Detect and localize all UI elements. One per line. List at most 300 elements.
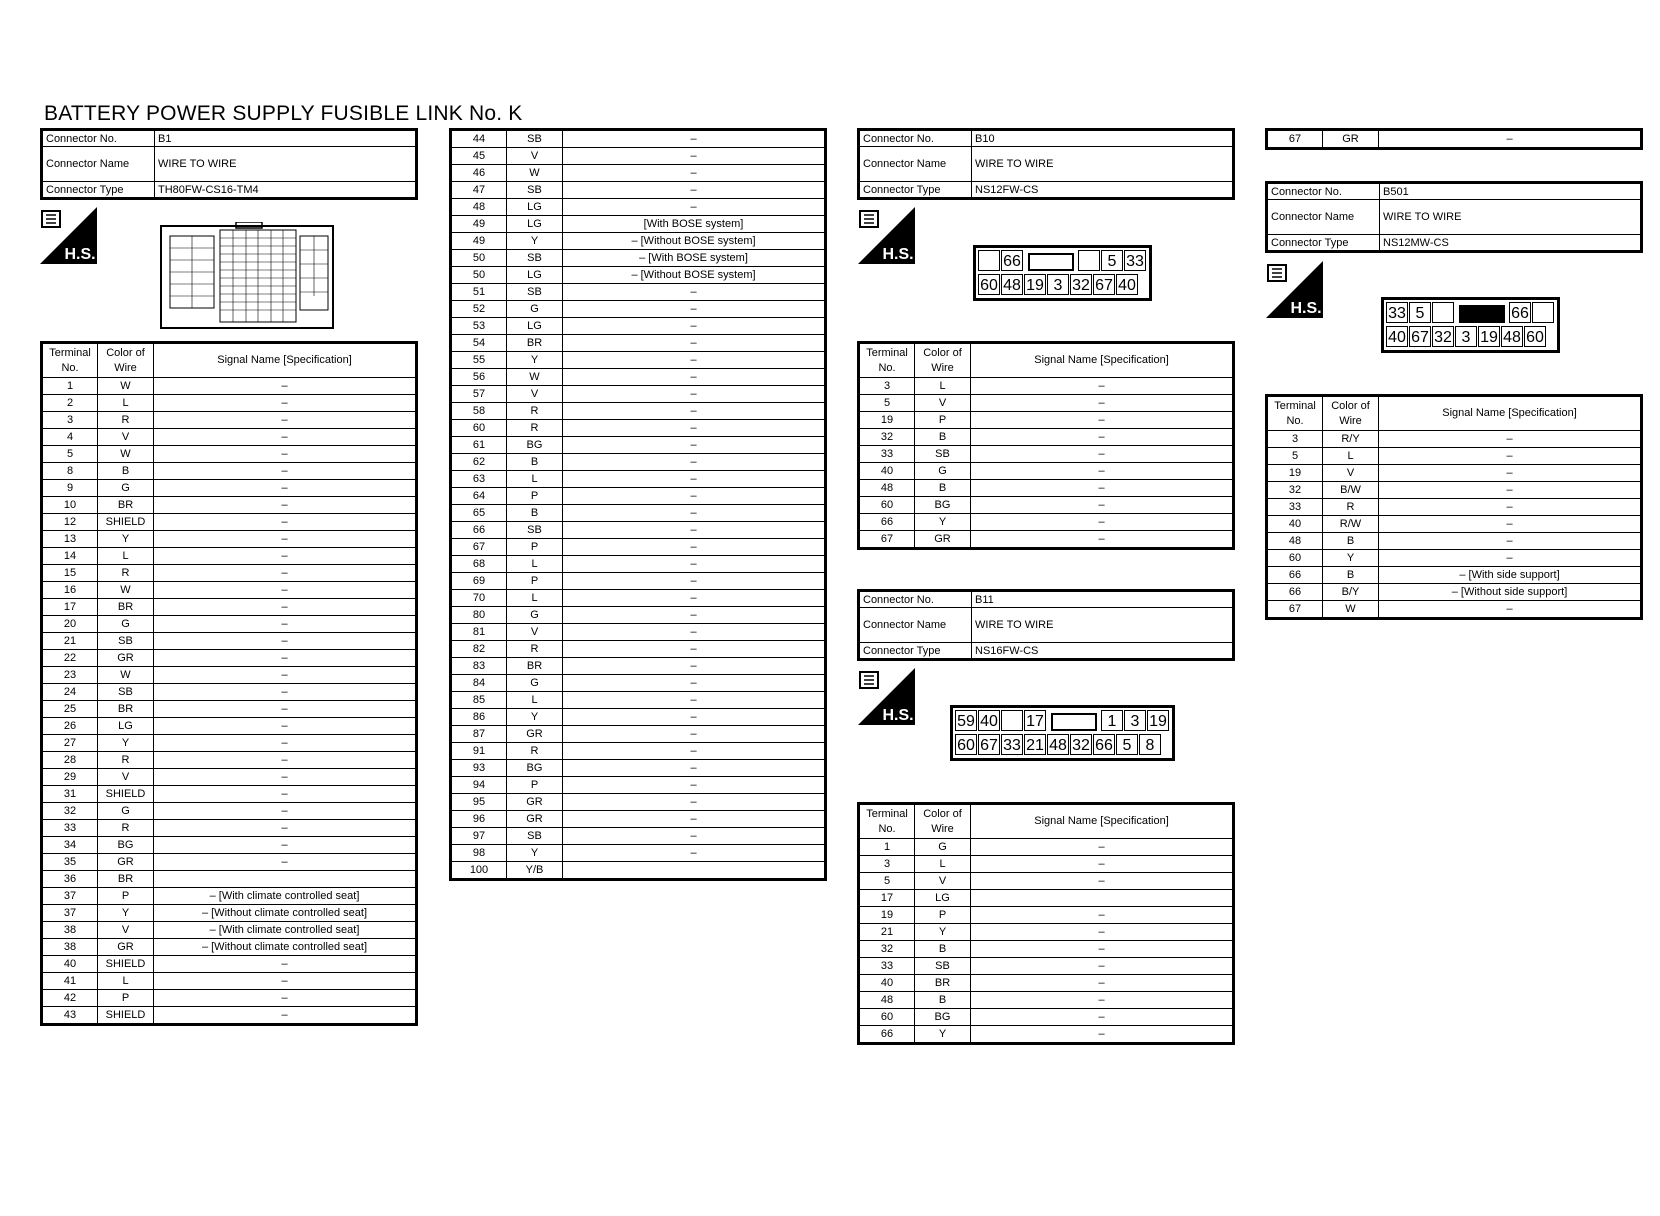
- terminal-cell: 85: [451, 692, 507, 709]
- terminal-cell: 3: [42, 412, 98, 429]
- table-row: [451, 301, 826, 318]
- signal-name-cell: –: [563, 182, 826, 199]
- wire-color-cell: LG: [507, 199, 563, 216]
- connector-pin: 66: [1093, 734, 1115, 755]
- signal-name-header: Signal Name [Specification]: [971, 804, 1234, 839]
- connector-pin: 5: [1409, 302, 1431, 323]
- table-row: [1267, 550, 1642, 567]
- terminal-cell: 1: [859, 839, 915, 856]
- signal-name-cell: –: [971, 429, 1234, 446]
- table-row: [1267, 533, 1642, 550]
- table-row: [1267, 516, 1642, 533]
- wire-color-cell: R: [507, 641, 563, 658]
- signal-name-cell: –: [154, 480, 417, 497]
- wire-color-cell: Y: [507, 352, 563, 369]
- table-row: [42, 412, 417, 429]
- terminal-cell: 87: [451, 726, 507, 743]
- connector-pin: 40: [1116, 274, 1138, 295]
- table-row: [451, 471, 826, 488]
- wire-color-cell: R: [507, 403, 563, 420]
- terminal-cell: 68: [451, 556, 507, 573]
- signal-name-cell: –: [154, 616, 417, 633]
- terminal-no-header: Terminal No.: [1267, 396, 1323, 431]
- table-row: [451, 386, 826, 403]
- signal-name-cell: –: [563, 471, 826, 488]
- wire-color-cell: P: [507, 488, 563, 505]
- connector-pin-row: [1386, 302, 1555, 326]
- signal-name-cell: – [Without climate controlled seat]: [154, 939, 417, 956]
- wire-color-cell: P: [98, 888, 154, 905]
- signal-name-cell: [563, 862, 826, 880]
- wire-color-cell: BR: [98, 701, 154, 718]
- wire-color-cell: SHIELD: [98, 786, 154, 803]
- signal-name-cell: –: [971, 446, 1234, 463]
- wire-color-cell: BG: [98, 837, 154, 854]
- signal-name-cell: –: [563, 369, 826, 386]
- signal-name-cell: – [With side support]: [1379, 567, 1642, 584]
- terminal-cell: 32: [859, 941, 915, 958]
- wire-color-cell: LG: [507, 267, 563, 284]
- connector-type-label: Connector Type: [859, 182, 972, 199]
- signal-name-cell: –: [154, 412, 417, 429]
- terminal-cell: 96: [451, 811, 507, 828]
- connector-pin-row: [955, 734, 1170, 756]
- connector-type-label: Connector Type: [1267, 235, 1380, 252]
- terminal-cell: 81: [451, 624, 507, 641]
- signal-name-cell: –: [563, 403, 826, 420]
- table-row: [859, 890, 1234, 907]
- color-of-wire-header: Color of Wire: [1323, 396, 1379, 431]
- terminal-cell: 24: [42, 684, 98, 701]
- terminal-cell: 27: [42, 735, 98, 752]
- signal-name-cell: –: [563, 709, 826, 726]
- terminal-cell: 15: [42, 565, 98, 582]
- table-row: [451, 454, 826, 471]
- signal-name-cell: –: [1379, 533, 1642, 550]
- table-row: [859, 992, 1234, 1009]
- wire-color-cell: LG: [507, 318, 563, 335]
- terminal-cell: 12: [42, 514, 98, 531]
- signal-name-cell: –: [563, 743, 826, 760]
- table-row: [451, 522, 826, 539]
- signal-name-cell: –: [563, 726, 826, 743]
- table-row: [42, 565, 417, 582]
- terminal-cell: 60: [859, 1009, 915, 1026]
- signal-name-cell: –: [971, 1026, 1234, 1044]
- signal-name-cell: –: [154, 769, 417, 786]
- signal-name-cell: –: [563, 522, 826, 539]
- signal-name-cell: –: [563, 794, 826, 811]
- connector-pin: 48: [1047, 734, 1069, 755]
- connector-no-label: Connector No.: [1267, 183, 1380, 200]
- connector-pin: 67: [978, 734, 1000, 755]
- wire-color-cell: V: [98, 429, 154, 446]
- terminal-cell: 66: [859, 514, 915, 531]
- signal-name-cell: – [Without BOSE system]: [563, 233, 826, 250]
- signal-name-cell: –: [563, 590, 826, 607]
- table-row: [42, 497, 417, 514]
- wire-color-cell: P: [915, 412, 971, 429]
- wire-color-cell: SB: [915, 446, 971, 463]
- terminal-cell: 19: [859, 412, 915, 429]
- wire-color-cell: L: [915, 378, 971, 395]
- connector-pin: 3: [1455, 326, 1477, 347]
- table-row: [451, 267, 826, 284]
- terminal-cell: 48: [1267, 533, 1323, 550]
- terminal-cell: 13: [42, 531, 98, 548]
- terminal-cell: 10: [42, 497, 98, 514]
- wire-color-cell: SHIELD: [98, 956, 154, 973]
- signal-name-cell: –: [563, 641, 826, 658]
- terminal-cell: 17: [859, 890, 915, 907]
- terminal-cell: 80: [451, 607, 507, 624]
- wire-color-cell: LG: [915, 890, 971, 907]
- table-row: [42, 871, 417, 888]
- wire-color-cell: B: [507, 454, 563, 471]
- terminal-cell: 50: [451, 250, 507, 267]
- wire-color-cell: GR: [507, 811, 563, 828]
- signal-name-header: Signal Name [Specification]: [154, 343, 417, 378]
- signal-name-cell: –: [563, 624, 826, 641]
- svg-text:H.S.: H.S.: [882, 246, 914, 263]
- table-row: [451, 182, 826, 199]
- connector-pin: 5: [1116, 734, 1138, 755]
- table-row: [42, 1007, 417, 1025]
- signal-name-cell: –: [563, 760, 826, 777]
- connector-no-label: Connector No.: [859, 591, 972, 608]
- signal-name-cell: –: [154, 990, 417, 1007]
- signal-name-cell: –: [154, 701, 417, 718]
- table-row: [42, 990, 417, 1007]
- terminal-cell: 22: [42, 650, 98, 667]
- signal-name-cell: –: [154, 463, 417, 480]
- wire-color-cell: SB: [507, 284, 563, 301]
- terminal-cell: 1: [42, 378, 98, 395]
- wire-color-cell: R/W: [1323, 516, 1379, 533]
- connector-pin: 19: [1147, 710, 1169, 731]
- wire-color-cell: Y: [507, 709, 563, 726]
- wire-color-cell: GR: [98, 650, 154, 667]
- table-row: [859, 480, 1234, 497]
- terminal-no-header: Terminal No.: [42, 343, 98, 378]
- connector-pin: 40: [1386, 326, 1408, 347]
- signal-name-cell: [971, 890, 1234, 907]
- wire-color-cell: W: [1323, 601, 1379, 619]
- wire-color-cell: R: [98, 820, 154, 837]
- terminal-cell: 35: [42, 854, 98, 871]
- wire-color-cell: LG: [507, 216, 563, 233]
- signal-name-cell: – [With climate controlled seat]: [154, 888, 417, 905]
- wire-color-cell: Y: [507, 845, 563, 862]
- connector-pin-row: [978, 274, 1147, 296]
- table-row: [1267, 601, 1642, 619]
- signal-name-cell: –: [154, 786, 417, 803]
- terminal-cell: 5: [859, 873, 915, 890]
- wire-color-cell: G: [98, 803, 154, 820]
- wire-color-cell: SHIELD: [98, 514, 154, 531]
- wire-color-cell: G: [507, 301, 563, 318]
- connector-pin: 32: [1432, 326, 1454, 347]
- terminal-no-header: Terminal No.: [859, 804, 915, 839]
- signal-name-cell: – [With BOSE system]: [563, 250, 826, 267]
- table-row: [42, 684, 417, 701]
- terminal-cell: 48: [859, 992, 915, 1009]
- table-row: [859, 958, 1234, 975]
- table-row: [451, 692, 826, 709]
- terminal-cell: 58: [451, 403, 507, 420]
- wire-color-cell: L: [507, 471, 563, 488]
- terminal-cell: 33: [42, 820, 98, 837]
- wire-color-cell: G: [915, 839, 971, 856]
- wire-color-cell: G: [98, 616, 154, 633]
- terminal-cell: 60: [859, 497, 915, 514]
- table-row: [859, 395, 1234, 412]
- wire-color-cell: W: [98, 582, 154, 599]
- terminal-cell: 47: [451, 182, 507, 199]
- wire-color-cell: BG: [507, 760, 563, 777]
- wire-color-cell: GR: [507, 794, 563, 811]
- signal-name-cell: –: [154, 667, 417, 684]
- connector-type-value: NS12FW-CS: [972, 182, 1234, 199]
- harness-side-icon: [858, 668, 915, 725]
- svg-text:H.S.: H.S.: [1290, 300, 1322, 317]
- signal-name-cell: – [With climate controlled seat]: [154, 922, 417, 939]
- terminal-cell: 23: [42, 667, 98, 684]
- terminal-cell: 3: [859, 856, 915, 873]
- wire-color-cell: V: [507, 386, 563, 403]
- connector-pin: 19: [1478, 326, 1500, 347]
- signal-name-cell: –: [563, 301, 826, 318]
- terminal-cell: 40: [859, 975, 915, 992]
- harness-side-icon: [1266, 261, 1323, 318]
- table-row: [42, 718, 417, 735]
- table-row: [451, 845, 826, 862]
- table-row: [1267, 584, 1642, 601]
- table-row: [42, 888, 417, 905]
- table-row: [451, 233, 826, 250]
- table-row: [859, 873, 1234, 890]
- terminal-cell: 44: [451, 130, 507, 148]
- table-row: [42, 837, 417, 854]
- table-row: [42, 463, 417, 480]
- connector-name-value: WIRE TO WIRE: [1380, 200, 1642, 235]
- connector-no-value: B1: [155, 130, 417, 147]
- table-row: [859, 975, 1234, 992]
- table-row: [451, 284, 826, 301]
- signal-name-cell: –: [971, 992, 1234, 1009]
- wire-color-cell: R: [98, 752, 154, 769]
- terminal-cell: 67: [1267, 601, 1323, 619]
- table-row: [451, 488, 826, 505]
- wire-color-cell: V: [507, 624, 563, 641]
- b11-connector-face: [950, 705, 1175, 761]
- wire-color-cell: SB: [507, 828, 563, 845]
- terminal-cell: 57: [451, 386, 507, 403]
- table-row: [859, 839, 1234, 856]
- table-row: [859, 1009, 1234, 1026]
- table-row: [451, 624, 826, 641]
- table-row: [859, 412, 1234, 429]
- wire-color-cell: BR: [507, 335, 563, 352]
- b10-terminal-table: [857, 341, 1235, 550]
- signal-name-cell: –: [563, 199, 826, 216]
- signal-name-cell: –: [1379, 499, 1642, 516]
- table-row: [859, 856, 1234, 873]
- connector-pin: 66: [1509, 302, 1531, 323]
- terminal-cell: 63: [451, 471, 507, 488]
- wire-color-cell: SB: [98, 633, 154, 650]
- connector-key-tab: [1028, 253, 1074, 271]
- wire-color-cell: V: [915, 395, 971, 412]
- table-row: [451, 420, 826, 437]
- b501-connector-face: [1381, 297, 1560, 353]
- table-row: [1267, 465, 1642, 482]
- signal-name-cell: –: [1379, 550, 1642, 567]
- terminal-cell: 100: [451, 862, 507, 880]
- table-row: [859, 446, 1234, 463]
- wire-color-cell: V: [915, 873, 971, 890]
- wire-color-cell: BR: [507, 658, 563, 675]
- table-row: [42, 769, 417, 786]
- table-row: [1267, 431, 1642, 448]
- signal-name-cell: –: [154, 599, 417, 616]
- connector-no-label: Connector No.: [859, 130, 972, 147]
- signal-name-cell: –: [971, 873, 1234, 890]
- table-row: [451, 130, 826, 148]
- terminal-cell: 49: [451, 233, 507, 250]
- table-row: [859, 531, 1234, 549]
- terminal-cell: 28: [42, 752, 98, 769]
- wire-color-cell: BG: [915, 497, 971, 514]
- table-row: [451, 828, 826, 845]
- table-row: [42, 905, 417, 922]
- wire-color-cell: L: [98, 973, 154, 990]
- connector-type-value: NS16FW-CS: [972, 643, 1234, 660]
- wire-color-cell: V: [507, 148, 563, 165]
- terminal-cell: 97: [451, 828, 507, 845]
- wire-color-cell: R: [1323, 499, 1379, 516]
- wire-color-cell: SB: [507, 130, 563, 148]
- connector-pin: [1001, 710, 1023, 731]
- signal-name-cell: –: [563, 675, 826, 692]
- terminal-cell: 42: [42, 990, 98, 1007]
- wire-color-cell: Y: [98, 531, 154, 548]
- wire-color-cell: L: [507, 590, 563, 607]
- wire-color-cell: R: [98, 412, 154, 429]
- terminal-cell: 67: [1267, 130, 1323, 149]
- signal-name-header: Signal Name [Specification]: [1379, 396, 1642, 431]
- connector-pin: 33: [1386, 302, 1408, 323]
- table-row: [42, 582, 417, 599]
- terminal-cell: 60: [1267, 550, 1323, 567]
- connector-type-value: TH80FW-CS16-TM4: [155, 182, 417, 199]
- table-row: [42, 514, 417, 531]
- table-row: [42, 378, 417, 395]
- terminal-cell: 8: [42, 463, 98, 480]
- table-row: [859, 1026, 1234, 1044]
- terminal-cell: 65: [451, 505, 507, 522]
- terminal-cell: 55: [451, 352, 507, 369]
- terminal-cell: 43: [42, 1007, 98, 1025]
- terminal-cell: 48: [451, 199, 507, 216]
- color-of-wire-header: Color of Wire: [98, 343, 154, 378]
- signal-name-cell: –: [154, 973, 417, 990]
- wire-color-cell: GR: [915, 531, 971, 549]
- connector-pin: 59: [955, 710, 977, 731]
- terminal-cell: 37: [42, 905, 98, 922]
- terminal-cell: 5: [1267, 448, 1323, 465]
- terminal-cell: 33: [859, 446, 915, 463]
- table-row: [42, 429, 417, 446]
- terminal-cell: 21: [859, 924, 915, 941]
- terminal-cell: 40: [859, 463, 915, 480]
- connector-pin-row: [1386, 326, 1555, 348]
- signal-name-cell: –: [154, 1007, 417, 1025]
- signal-name-cell: –: [154, 837, 417, 854]
- signal-name-cell: –: [971, 924, 1234, 941]
- signal-name-cell: –: [563, 454, 826, 471]
- connector-pin: 48: [1501, 326, 1523, 347]
- connector-pin: 60: [1524, 326, 1546, 347]
- table-row: [42, 667, 417, 684]
- terminal-cell: 2: [42, 395, 98, 412]
- wire-color-cell: G: [507, 675, 563, 692]
- connector-key-tab: [1459, 305, 1505, 323]
- terminal-cell: 62: [451, 454, 507, 471]
- terminal-cell: 37: [42, 888, 98, 905]
- table-row: [42, 616, 417, 633]
- signal-name-cell: –: [154, 565, 417, 582]
- terminal-cell: 26: [42, 718, 98, 735]
- wire-color-cell: GR: [98, 939, 154, 956]
- wire-color-cell: L: [507, 692, 563, 709]
- signal-name-cell: –: [563, 386, 826, 403]
- terminal-cell: 52: [451, 301, 507, 318]
- terminal-cell: 86: [451, 709, 507, 726]
- terminal-cell: 49: [451, 216, 507, 233]
- connector-pin: 5: [1101, 250, 1123, 271]
- harness-side-icon: [40, 207, 97, 264]
- signal-name-cell: –: [154, 854, 417, 871]
- connector-pin: [1078, 250, 1100, 271]
- signal-name-cell: –: [563, 777, 826, 794]
- wire-color-cell: BR: [98, 599, 154, 616]
- connector-name-label: Connector Name: [1267, 200, 1380, 235]
- signal-name-cell: – [Without BOSE system]: [563, 267, 826, 284]
- table-row: [451, 505, 826, 522]
- terminal-cell: 4: [42, 429, 98, 446]
- signal-name-cell: –: [971, 856, 1234, 873]
- terminal-cell: 66: [1267, 567, 1323, 584]
- signal-name-cell: –: [154, 718, 417, 735]
- wire-color-cell: L: [507, 556, 563, 573]
- table-row: [451, 369, 826, 386]
- terminal-cell: 19: [859, 907, 915, 924]
- table-row: [451, 335, 826, 352]
- signal-name-cell: –: [563, 573, 826, 590]
- table-row: [859, 941, 1234, 958]
- wire-color-cell: BG: [915, 1009, 971, 1026]
- table-row: [42, 548, 417, 565]
- wire-color-cell: W: [98, 378, 154, 395]
- terminal-cell: 19: [1267, 465, 1323, 482]
- signal-name-cell: [154, 871, 417, 888]
- wire-color-cell: W: [98, 667, 154, 684]
- table-row: [451, 862, 826, 880]
- signal-name-cell: –: [563, 284, 826, 301]
- wire-color-cell: P: [915, 907, 971, 924]
- table-row: [859, 429, 1234, 446]
